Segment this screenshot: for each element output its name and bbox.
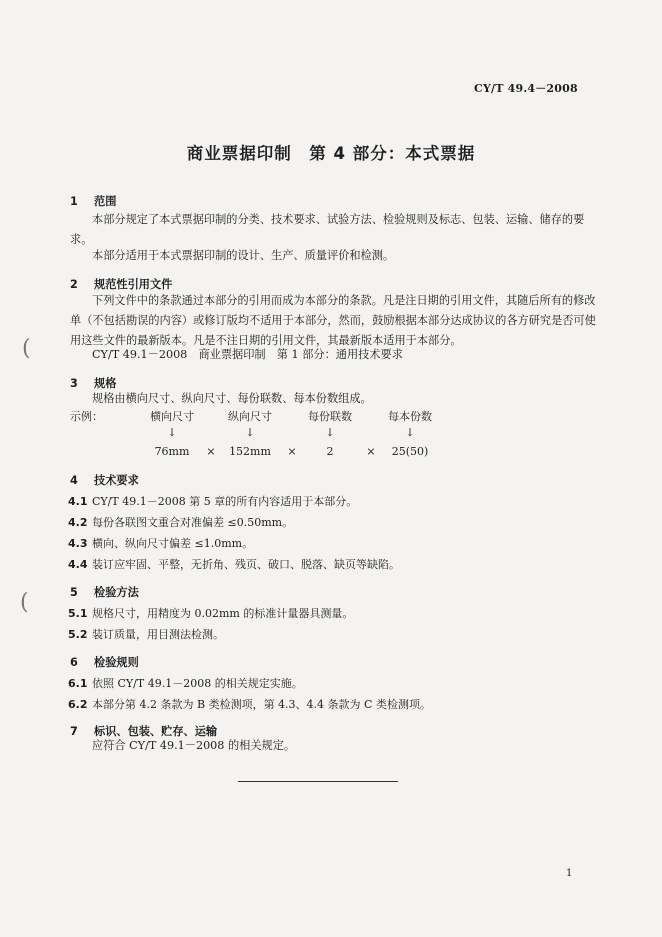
spec-label: 每本份数	[388, 410, 432, 423]
spec-label: 纵向尺寸	[228, 410, 272, 423]
clause-number: 5.2	[68, 628, 88, 641]
section-title: 技术要求	[94, 474, 139, 487]
section-number: 1	[70, 195, 78, 208]
clause-number: 6.2	[68, 698, 88, 711]
end-rule	[238, 781, 398, 782]
clause-text: 本部分第 4.2 条款为 B 类检测项，第 4.3、4.4 条款为 C 类检测项。	[92, 698, 431, 711]
section-title: 检验方法	[94, 586, 139, 599]
clause	[68, 675, 303, 691]
clause-text: CY/T 49.1－2008 第 5 章的所有内容适用于本部分。	[92, 495, 358, 508]
clause-number: 4.3	[68, 537, 88, 550]
paragraph: 下列文件中的条款通过本部分的引用而成为本部分的条款。凡是注日期的引用文件，其随后所有的修改单（不包括勘误的内容）或修订版均不适用于本部分，然而，鼓励根据本部分达成协议的各方研究是否可使用这些文件的最新版本。凡是不注日期的引用文件，其最新版本适用于本部分。	[70, 294, 596, 347]
clause	[68, 626, 224, 642]
spec-label: 每份联数	[308, 410, 352, 423]
spec-value: 152mm	[229, 445, 271, 458]
clause-text: 横向、纵向尺寸偏差 ≤1.0mm。	[92, 537, 254, 550]
paragraph: 规格由横向尺寸、纵向尺寸、每份联数、每本份数组成。	[92, 392, 372, 405]
section-number: 7	[70, 725, 78, 738]
section-title: 规范性引用文件	[94, 278, 173, 291]
times-sign: ×	[287, 445, 297, 458]
section-title: 标识、包装、贮存、运输	[94, 725, 218, 738]
binding-mark-icon: (	[20, 590, 29, 615]
spec-value: 76mm	[154, 445, 190, 458]
reference-item: CY/T 49.1－2008 商业票据印制 第 1 部分：通用技术要求	[92, 348, 403, 361]
page-number: 1	[566, 868, 573, 879]
standard-code: CY/T 49.4－2008	[474, 82, 578, 95]
times-sign: ×	[206, 445, 216, 458]
clause-number: 4.2	[68, 516, 88, 529]
document-title: 商业票据印制 第 4 部分：本式票据	[186, 144, 476, 163]
section-number: 2	[70, 278, 78, 291]
paragraph: 应符合 CY/T 49.1－2008 的相关规定。	[92, 739, 296, 752]
down-arrow-icon: ↓	[325, 426, 335, 439]
spec-value: 2	[326, 445, 334, 458]
paragraph: 本部分适用于本式票据印制的设计、生产、质量评价和检测。	[92, 249, 395, 262]
section-title: 检验规则	[94, 656, 139, 669]
section-heading-5	[70, 584, 139, 600]
clause-number: 6.1	[68, 677, 88, 690]
spec-label: 横向尺寸	[150, 410, 194, 423]
section-title: 规格	[94, 377, 117, 390]
section-heading-4	[70, 472, 139, 488]
clause-text: 规格尺寸，用精度为 0.02mm 的标准计量器具测量。	[92, 607, 354, 620]
clause	[68, 514, 293, 530]
clause-number: 4.4	[68, 558, 88, 571]
clause	[68, 493, 357, 509]
section-heading-6	[70, 654, 139, 670]
spec-value: 25(50)	[391, 445, 429, 458]
section-heading-1	[70, 193, 116, 209]
section-title: 范围	[94, 195, 117, 208]
clause-text: 装订质量，用目测法检测。	[92, 628, 224, 641]
clause	[68, 605, 353, 621]
clause	[68, 556, 400, 572]
section-number: 6	[70, 656, 78, 669]
section-heading-2	[70, 276, 172, 292]
clause-text: 每份各联图文重合对准偏差 ≤0.50mm。	[92, 516, 294, 529]
down-arrow-icon: ↓	[245, 426, 255, 439]
clause-number: 4.1	[68, 495, 88, 508]
clause	[68, 696, 431, 712]
paragraph: 本部分规定了本式票据印制的分类、技术要求、试验方法、检验规则及标志、包装、运输、储存的要求。	[70, 213, 585, 246]
section-number: 3	[70, 377, 78, 390]
example-label: 示例：	[70, 410, 103, 423]
down-arrow-icon: ↓	[167, 426, 177, 439]
section-number: 4	[70, 474, 78, 487]
times-sign: ×	[366, 445, 376, 458]
down-arrow-icon: ↓	[405, 426, 415, 439]
clause	[68, 535, 253, 551]
binding-mark-icon: (	[22, 336, 31, 361]
clause-text: 依照 CY/T 49.1－2008 的相关规定实施。	[92, 677, 303, 690]
clause-text: 装订应牢固、平整，无折角、残页、破口、脱落、缺页等缺陷。	[92, 558, 400, 571]
section-number: 5	[70, 586, 78, 599]
clause-number: 5.1	[68, 607, 88, 620]
